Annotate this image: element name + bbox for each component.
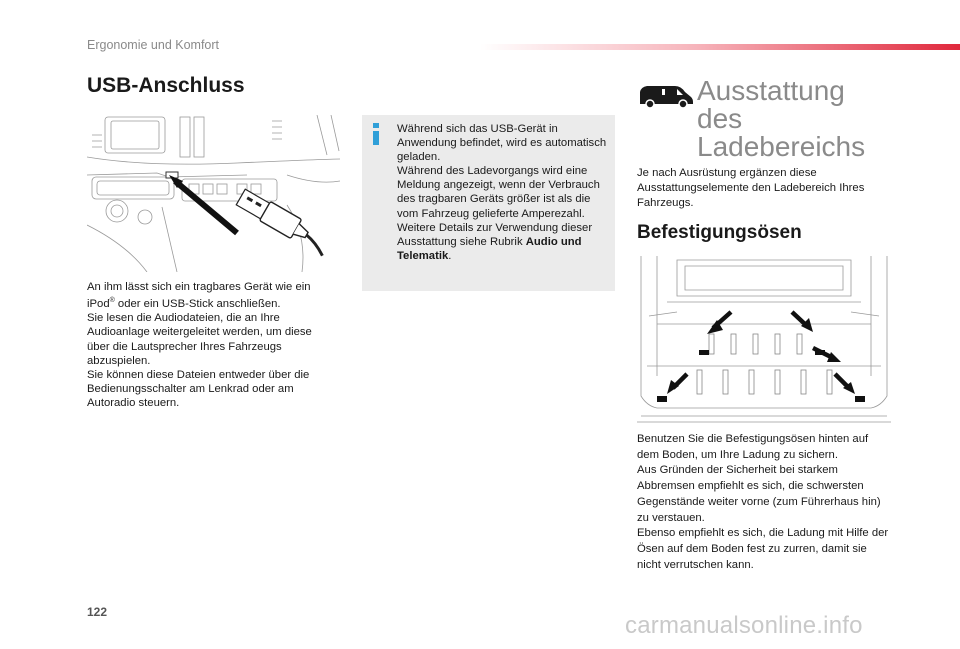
usb-description	[87, 280, 337, 411]
tie-down-description	[637, 432, 891, 573]
usb-heading: USB-Anschluss	[87, 74, 245, 97]
cargo-heading-line-1: Ausstattung	[697, 75, 845, 106]
cargo-floor-illustration	[637, 256, 891, 424]
info-line-3-suffix: .	[448, 249, 452, 262]
cargo-intro: Je nach Ausrüstung ergänzen diese Ausstattungselemente den Ladebereich Ihres Fahrzeugs.	[637, 167, 865, 209]
watermark[interactable]: carmanualsonline.info	[625, 612, 863, 639]
page-number: 122	[87, 605, 108, 619]
cargo-heading	[697, 77, 897, 161]
usb-port-illustration	[87, 115, 340, 272]
info-box	[362, 115, 615, 291]
info-icon	[368, 123, 384, 145]
registered-mark: ®	[109, 297, 115, 305]
usb-paragraph-3: Sie können diese Dateien entweder über die Bedienungsschalter am Lenkrad oder am Autoradio steuern.	[87, 368, 310, 410]
header-accent-bar	[480, 44, 960, 50]
info-line-1: Während sich das USB-Gerät in Anwendung befindet, wird es automatisch geladen.	[397, 123, 607, 164]
cargo-heading-line-2: des	[697, 103, 743, 134]
info-text	[397, 122, 609, 263]
tie-down-paragraph-2: Aus Gründen der Sicherheit bei starkem Abbremsen empfiehlt es sich, die schwersten Gegenstände weiter vorne (zum Führerhaus hin) zu verstauen.	[637, 464, 881, 524]
section-title: Ergonomie und Komfort	[87, 38, 220, 52]
tie-down-paragraph-3: Ebenso empfiehlt es sich, die Ladung mit Hilfe der Ösen auf dem Boden fest zu zurren, damit sie nicht verrutschen kann.	[637, 527, 889, 571]
usb-paragraph-2: Sie lesen die Audiodateien, die an Ihre Audioanlage weitergeleitet werden, um diese über die Lautsprecher Ihres Fahrzeugs abzuspielen.	[87, 312, 312, 367]
info-line-3-bold: Audio und Telematik	[397, 235, 582, 262]
usb-paragraph-1a: An ihm lässt sich ein tragbares Gerät wie ein iPod	[87, 281, 311, 310]
tie-down-heading: Befestigungsösen	[637, 222, 802, 243]
van-icon	[637, 84, 694, 108]
tie-down-paragraph-1: Benutzen Sie die Befestigungsösen hinten auf dem Boden, um Ihre Ladung zu sichern.	[637, 433, 869, 461]
info-line-2: Während des Ladevorgangs wird eine Meldung angezeigt, wenn der Verbrauch des tragbaren Geräts größer ist als die vom Fahrzeug gelieferte Amperezahl.	[397, 165, 600, 220]
cargo-heading-line-3: Ladebereichs	[697, 131, 866, 162]
info-line-3-prefix: Weitere Details zur Verwendung dieser Ausstattung siehe Rubrik	[397, 221, 593, 248]
usb-paragraph-1b: oder ein USB-Stick anschließen.	[114, 297, 281, 310]
